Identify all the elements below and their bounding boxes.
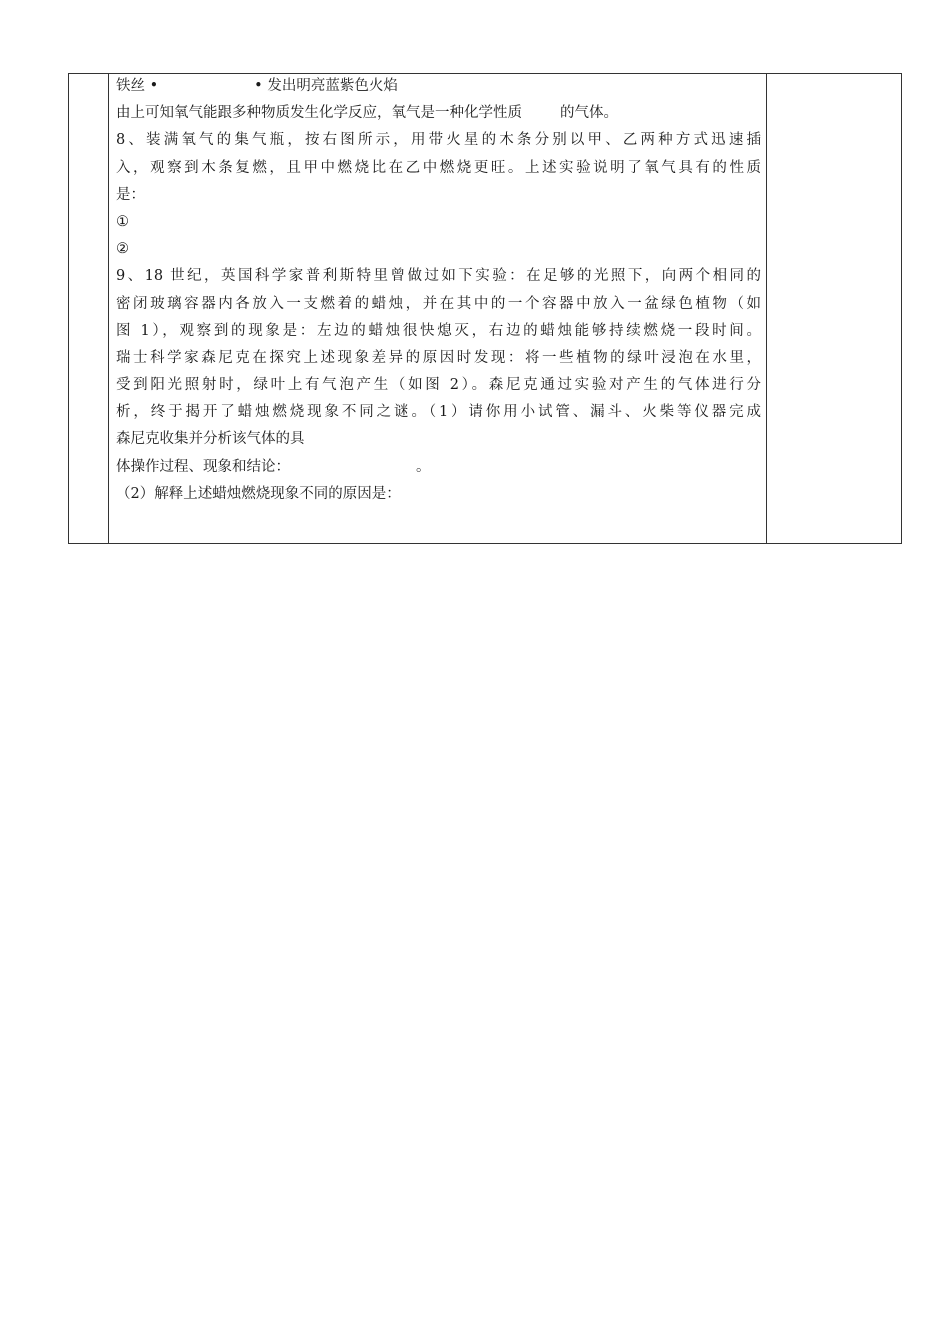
matching-row-iron-wire bbox=[116, 73, 761, 100]
q9-line-2: 密闭玻璃容器内各放入一支燃着的蜡烛，并在其中的一个容器中放入一盆绿色植物（如 bbox=[116, 295, 761, 312]
q9-line-5: 受到阳光照射时，绿叶上有气泡产生（如图 2）。森尼克通过实验对产生的气体进行分 bbox=[116, 377, 761, 394]
table-left-column-divider bbox=[108, 74, 109, 543]
q9-line-1: 9、18 世纪，英国科学家普利斯特里曾做过如下实验：在足够的光照下，向两个相同的 bbox=[116, 268, 761, 285]
worksheet-content bbox=[116, 73, 761, 508]
q9-line-4: 瑞士科学家森尼克在探究上述现象差异的原因时发现：将一些植物的绿叶浸泡在水里， bbox=[116, 349, 761, 366]
conclusion-text-after: 的气体。 bbox=[560, 105, 618, 122]
q9-line-8 bbox=[116, 454, 761, 481]
q8-answer-1: ① bbox=[116, 213, 129, 230]
q9-line-8-text: 体操作过程、现象和结论： bbox=[116, 458, 290, 475]
matching-left-item: 铁丝 • bbox=[116, 78, 159, 94]
q9-line-3: 图 1），观察到的现象是：左边的蜡烛很快熄灭，右边的蜡烛能够持续燃烧一段时间。 bbox=[116, 322, 761, 339]
q8-line-1: 8、装满氧气的集气瓶，按右图所示，用带火星的木条分别以甲、乙两种方式迅速插 bbox=[116, 132, 761, 149]
matching-right-item: • 发出明亮蓝紫色火焰 bbox=[254, 78, 398, 94]
conclusion-text-before: 由上可知氧气能跟多种物质发生化学反应，氧气是一种化学性质 bbox=[116, 105, 522, 122]
q9-line-8-end: 。 bbox=[416, 458, 431, 475]
q9-line-9: （2）解释上述蜡烛燃烧现象不同的原因是： bbox=[116, 485, 401, 502]
q9-line-6: 析，终于揭开了蜡烛燃烧现象不同之谜。（1）请你用小试管、漏斗、火柴等仪器完成 bbox=[116, 404, 761, 421]
q8-line-2: 入，观察到木条复燃，且甲中燃烧比在乙中燃烧更旺。上述实验说明了氧气具有的性质 bbox=[116, 159, 761, 176]
conclusion-line bbox=[116, 100, 761, 127]
q8-answer-2: ② bbox=[116, 241, 129, 258]
q8-line-3: 是： bbox=[116, 186, 145, 203]
q9-line-7: 森尼克收集并分析该气体的具 bbox=[116, 431, 305, 448]
table-right-column-divider bbox=[766, 74, 767, 543]
